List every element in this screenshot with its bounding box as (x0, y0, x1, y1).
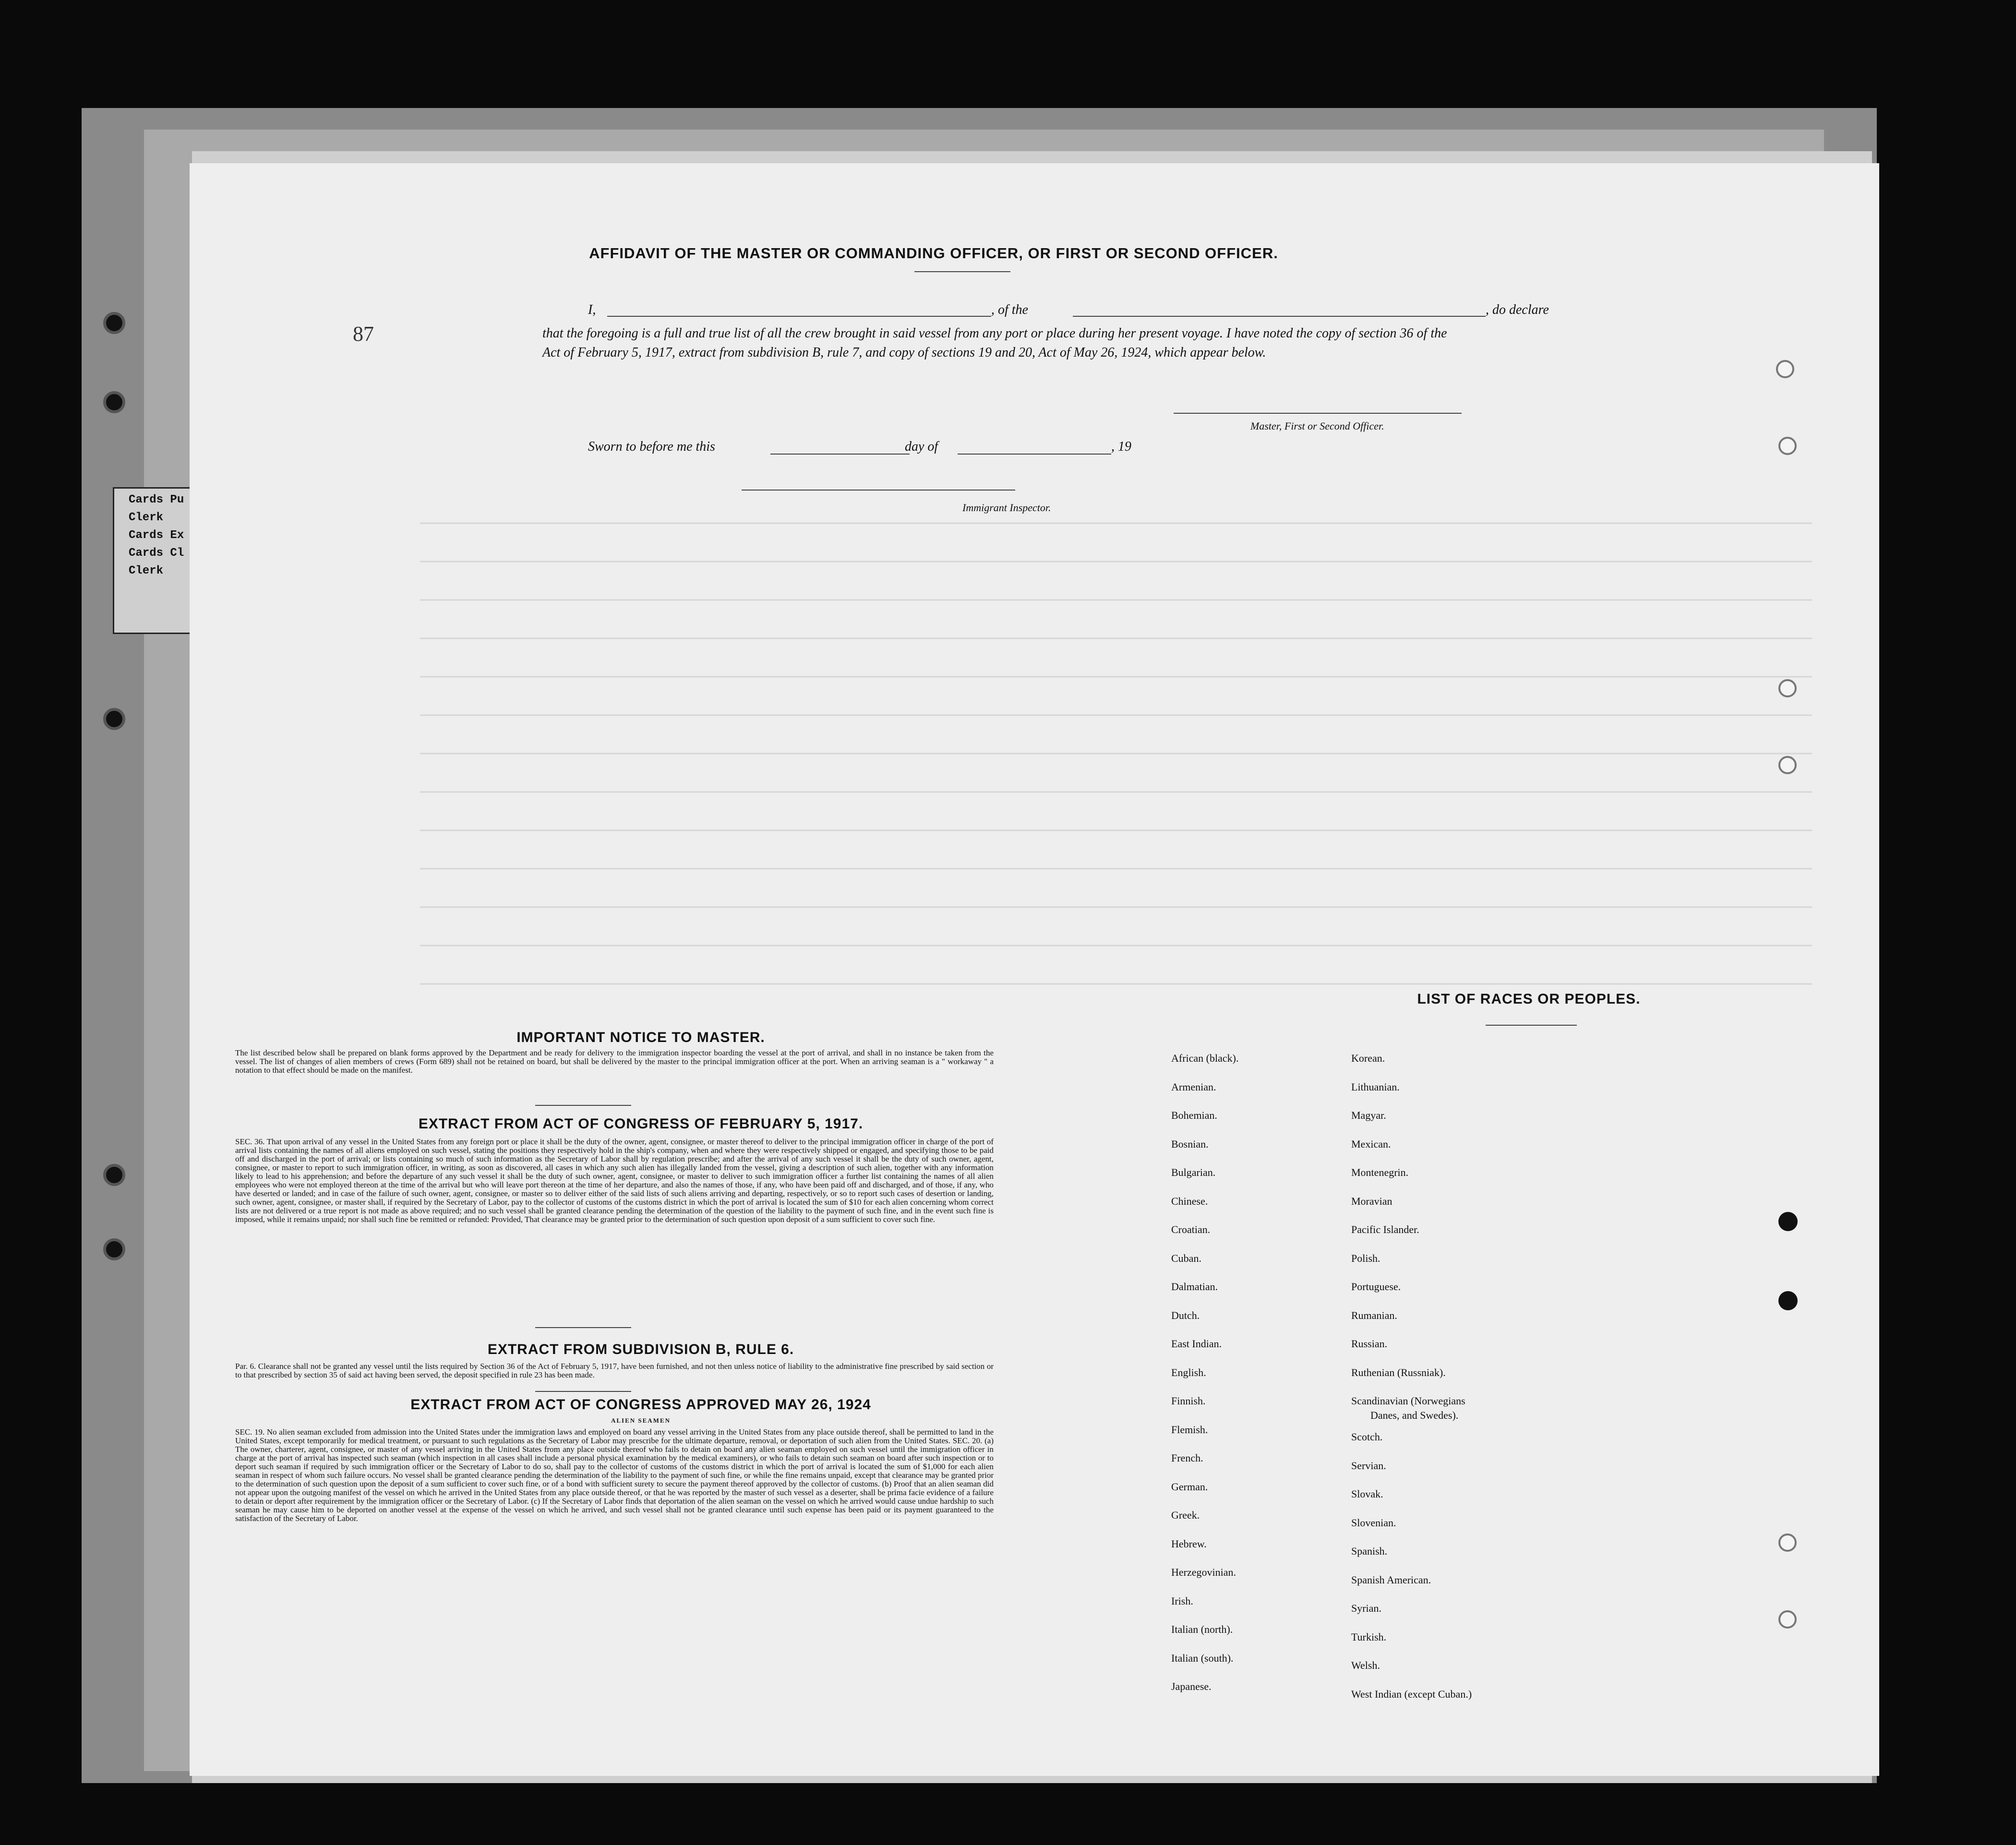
race-item: Pacific Islander. (1351, 1223, 1419, 1235)
punch-hole (1778, 437, 1797, 455)
race-item: East Indian. (1171, 1338, 1222, 1350)
year-text: , 19 (1111, 439, 1131, 454)
side-tab-line: Cards Cl (129, 547, 184, 560)
title-rule (914, 271, 1010, 272)
punch-hole (103, 312, 125, 334)
race-item: Italian (south). (1171, 1652, 1234, 1664)
race-item: German. (1171, 1480, 1208, 1493)
race-item: Greek. (1171, 1509, 1200, 1521)
extract-1924-text: SEC. 19. No alien seaman excluded from admission into the United States under the immigration laws and employed on board any vessel arriving in the United States from any place outside thereof, shall be permitted to land in the United States, except temporarily for medical treatment, or pursuant to such regulations as the Secretary of Labor may prescribe for the ultimate departure, removal, or deportation of such alien from the United States. SEC. 20. (a) The owner, charterer, agent, consignee, or master of any vessel arriving in the United States from any place outside thereof who fails to detain on board any alien seaman employed on such vessel until the immigration officer in charge at the port of arrival has inspected such seaman (which inspection in all cases shall include a personal physical examination by the medical examiners), or who fails to detain such seaman on board after such inspection or to deport such seaman if required by such immigration officer or the Secretary of Labor to do so, shall pay to the collector of customs of the customs district in which the port of arrival is located the sum of $1,000 for each alien seaman in respect of whom such failure occurs. No vessel shall be granted clearance pending the determination of the liability to the payment of such fine, or while the fine remains unpaid, except that clearance may be granted prior to the determination of such question upon the deposit of a sum sufficient to cover such fine, or of a bond with sufficient surety to secure the payment thereof approved by the collector of customs. (b) Proof that an alien seaman did not appear upon the outgoing manifest of the vessel on which he arrived in the United States from any place outside thereof, or that he was reported by the master of such vessel as a deserter, shall be prima facie evidence of a failure to detain or deport after requirement by the immigration officer or the Secretary of Labor. (c) If the Secretary of Labor finds that deportation of the alien seaman on the vessel on which he arrived would cause undue hardship to such seaman he may cause him to be deported on another vessel at the expense of the vessel on which he arrived, and such vessel shall not be granted clearance until such expense has been paid or its payment guaranteed to the satisfaction of the Secretary of Labor. (235, 1427, 994, 1523)
affidavit-i: I, (588, 302, 596, 317)
race-item: Herzegovinian. (1171, 1566, 1236, 1578)
master-label: Master, First or Second Officer. (1250, 420, 1384, 432)
inspector-signature-line (742, 490, 1015, 491)
race-item: Portuguese. (1351, 1281, 1401, 1293)
month-blank (958, 454, 1111, 455)
race-item: Japanese. (1171, 1680, 1212, 1692)
punch-hole (1778, 1534, 1797, 1552)
race-item: Bulgarian. (1171, 1166, 1216, 1178)
punch-hole (1778, 756, 1797, 774)
notice-title: IMPORTANT NOTICE TO MASTER. (516, 1030, 765, 1045)
race-item: Korean. (1351, 1052, 1385, 1064)
day-blank (770, 454, 910, 455)
master-signature-line (1174, 413, 1462, 414)
race-item: Montenegrin. (1351, 1166, 1409, 1178)
day-of-text: day of (905, 439, 938, 454)
sworn-text: Sworn to before me this (588, 439, 715, 454)
race-item: Italian (north). (1171, 1623, 1233, 1635)
extract-1924-title: EXTRACT FROM ACT OF CONGRESS APPROVED MAY 26, 1924 (410, 1397, 871, 1413)
race-item: Armenian. (1171, 1080, 1216, 1093)
side-tab-line: Clerk (129, 511, 164, 524)
race-item: Slovak. (1351, 1488, 1383, 1500)
race-item: Cuban. (1171, 1252, 1201, 1264)
affidavit-title: AFFIDAVIT OF THE MASTER OR COMMANDING OFFICER, OR FIRST OR SECOND OFFICER. (589, 245, 1278, 262)
race-item: Russian. (1351, 1338, 1388, 1350)
race-item: Flemish. (1171, 1423, 1208, 1436)
affidavit-body: that the foregoing is a full and true list of all the crew brought in said vessel from any port or place during her present voyage. I have noted the copy of section 36 of the Act of February 5, 1917, extract from subdivision B, rule 7, and copy of sections 19 and 20, Act of May 26, 1924, which appear below. (542, 326, 1447, 360)
punch-hole (1778, 679, 1797, 697)
side-tab-line: Cards Pu (129, 493, 184, 506)
race-item: Spanish American. (1351, 1573, 1431, 1586)
races-left-column (1171, 1044, 1238, 1701)
race-item: English. (1171, 1366, 1206, 1378)
extract-1917-title: EXTRACT FROM ACT OF CONGRESS OF FEBRUARY 5, 1917. (418, 1116, 864, 1132)
race-item: Turkish. (1351, 1630, 1387, 1643)
race-item: Syrian. (1351, 1602, 1381, 1614)
race-item: Polish. (1351, 1252, 1380, 1264)
punch-hole (1778, 1610, 1797, 1629)
races-right-column (1351, 1044, 1472, 1708)
punch-hole (103, 708, 125, 730)
punch-hole (1778, 1212, 1798, 1231)
rule6-rule (535, 1391, 631, 1392)
race-item: Bohemian. (1171, 1109, 1217, 1121)
race-item: Croatian. (1171, 1223, 1211, 1235)
side-tab-line: Cards Ex (129, 529, 184, 542)
race-item: West Indian (except Cuban.) (1351, 1688, 1472, 1700)
extract-1917-rule (535, 1327, 631, 1328)
notice-rule (535, 1105, 631, 1106)
inspector-label: Immigrant Inspector. (962, 502, 1051, 514)
race-item: Dalmatian. (1171, 1281, 1218, 1293)
race-item: Lithuanian. (1351, 1080, 1400, 1093)
race-item: African (black). (1171, 1052, 1239, 1064)
side-tab-line: Clerk (129, 564, 164, 577)
race-item: Mexican. (1351, 1138, 1391, 1150)
race-item: Danes, and Swedes). (1370, 1409, 1459, 1421)
race-item: Ruthenian (Russniak). (1351, 1366, 1446, 1378)
affidavit-declare: , do declare (1486, 302, 1549, 317)
page-number: 87 (353, 322, 374, 346)
race-item: Spanish. (1351, 1545, 1388, 1557)
side-card-tab (113, 487, 197, 634)
race-item: Bosnian. (1171, 1138, 1209, 1150)
races-rule (1486, 1025, 1577, 1026)
race-item: Scandinavian (Norwegians (1351, 1395, 1465, 1407)
punch-hole (103, 391, 125, 413)
rule6-text: Par. 6. Clearance shall not be granted any vessel until the lists required by Section 36 of the Act of February 5, 1917, have been furnished, and not then unless notice of liability to the administrative fine prescribed by said section or to that prescribed by section 35 of said act having been served, the deposit specified in rule 23 has been made. (235, 1362, 994, 1379)
punch-hole (103, 1164, 125, 1186)
notice-text: The list described below shall be prepared on blank forms approved by the Department and be ready for delivery to the immigration inspector boarding the vessel at the port of arrival, and shall in no instance be taken from the vessel. The list of changes of alien members of crews (Form 689) shall not be retained on board, but shall be delivered by the master to the principal immigration officer at the port. When an arriving seaman is a " workaway " a notation to that effect should be made on the manifest. (235, 1048, 994, 1075)
race-item: Chinese. (1171, 1195, 1208, 1207)
race-item: French. (1171, 1452, 1203, 1464)
races-title: LIST OF RACES OR PEOPLES. (1417, 991, 1641, 1007)
race-item: Welsh. (1351, 1659, 1380, 1671)
punch-hole (1778, 1291, 1798, 1310)
extract-1917-text: SEC. 36. That upon arrival of any vessel in the United States from any foreign port or place it shall be the duty of the owner, agent, consignee, or master thereof to deliver to the principal immigration officer in charge of the port of arrival lists containing the names of all aliens employed on such vessel, stating the positions they respectively hold in the ship's company, when and where they were respectively shipped or engaged, and specifying those to be paid off and discharged in the port of arrival; or lists containing so much of such information as the Secretary of Labor shall by regulation prescribe; and after the arrival of any such vessel it shall be the duty of such owner, agent, consignee, or master to report to such immigration officer, in writing, as soon as discovered, all cases in which any such alien has illegally landed from the vessel, giving a description of such alien, together with any information likely to lead to his apprehension; and before the departure of any such vessel it shall be the duty of such owner, agent, consignee, or master to deliver to such immigration officer a further list containing the names of all alien employees who were not employed thereon at the time of the arrival but who will leave port thereon at the time of her departure, and also the names of those, if any, who have been paid off and discharged, and of those, if any, who have deserted or landed; and in case of the failure of such owner, agent, consignee, or master so to deliver either of the said lists of such aliens arriving and departing, respectively, or so to report such cases of desertion or landing, such owner, agent, consignee, or master shall, if required by the Secretary of Labor, pay to the collector of customs of the customs district in which the port of arrival is located the sum of $10 for each alien concerning whom correct lists are not delivered or a true report is not made as above required; and no such vessel shall be granted clearance pending the determination of the question of the liability to the payment of such fine, and in the event such fine is imposed, while it remains unpaid; nor shall such fine be remitted or refunded: Provided, That clearance may be granted prior to the determination of such question upon deposit of a sum sufficient to cover such fine. (235, 1137, 994, 1224)
race-item: Dutch. (1171, 1309, 1200, 1321)
rule6-title: EXTRACT FROM SUBDIVISION B, RULE 6. (487, 1342, 794, 1357)
name-blank (607, 316, 991, 317)
race-item: Slovenian. (1351, 1516, 1396, 1529)
race-item: Servian. (1351, 1459, 1386, 1472)
race-item: Magyar. (1351, 1109, 1386, 1121)
manifest-page (190, 163, 1879, 1776)
race-item: Finnish. (1171, 1395, 1206, 1407)
race-item: Rumanian. (1351, 1309, 1397, 1321)
race-item: Scotch. (1351, 1431, 1383, 1443)
race-item: Hebrew. (1171, 1537, 1207, 1550)
race-item: Moravian (1351, 1195, 1392, 1207)
vessel-blank (1073, 316, 1486, 317)
punch-hole (103, 1238, 125, 1260)
extract-1924-subtitle: ALIEN SEAMEN (611, 1417, 671, 1424)
race-item: Irish. (1171, 1594, 1193, 1607)
punch-hole (1776, 360, 1794, 378)
affidavit-of-the: , of the (991, 302, 1028, 317)
